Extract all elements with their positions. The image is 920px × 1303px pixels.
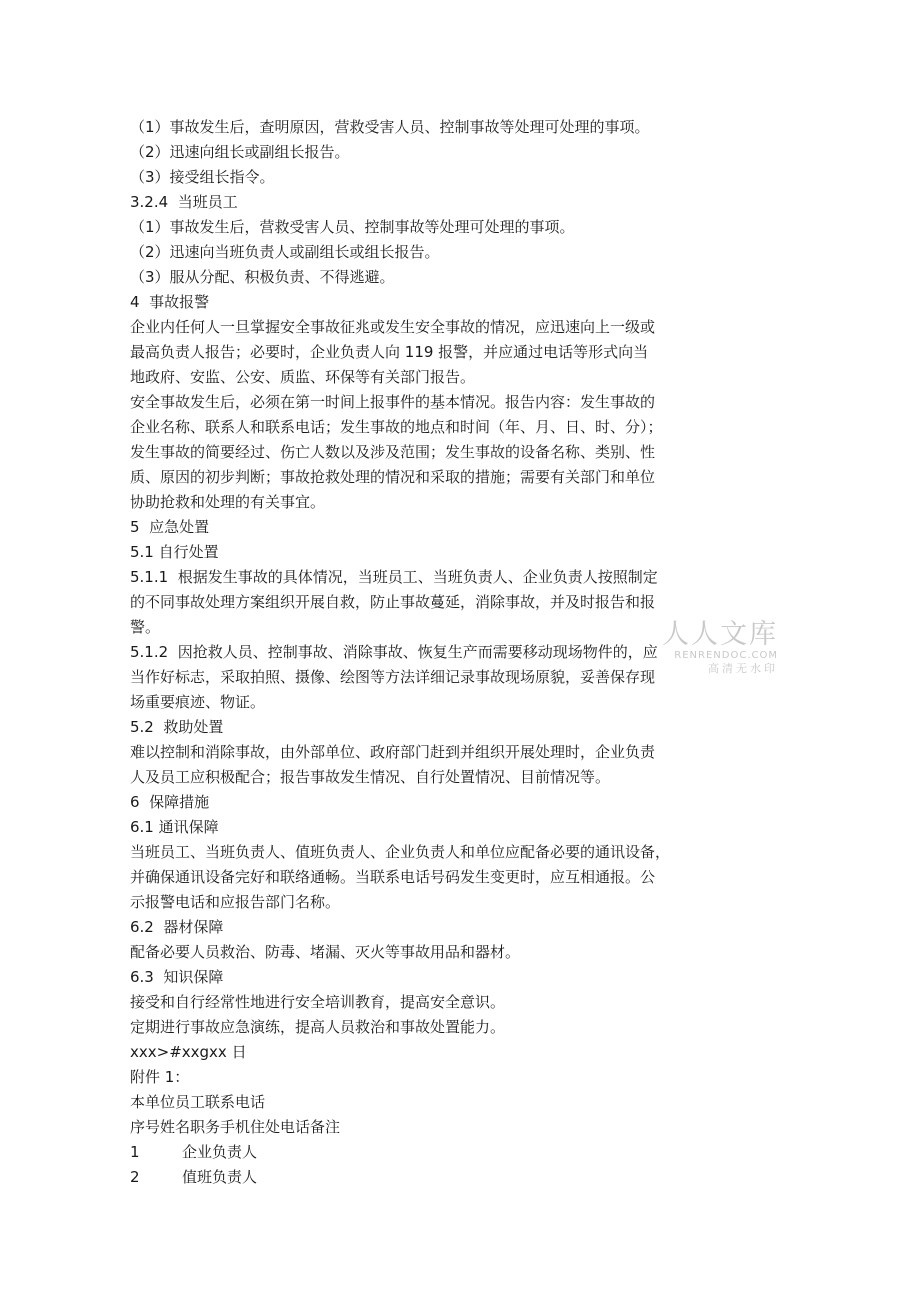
table-row xyxy=(130,1165,730,1190)
text-line: 5.1.2 因抢救人员、控制事故、消除事故、恢复生产而需要移动现场物件的，应 xyxy=(130,643,658,661)
text-line: 并确保通讯设备完好和联络通畅。当联系电话号码发生变更时，应互相通报。公 xyxy=(130,868,656,886)
section-heading: 6.2 器材保障 xyxy=(130,918,224,936)
watermark-title: 人人文库 xyxy=(662,619,778,650)
watermark-url: RENRENDOC.COM xyxy=(674,650,778,661)
text-line: （1）事故发生后，营救受害人员、控制事故等处理可处理的事项。 xyxy=(130,218,575,236)
text-line: 企业名称、联系人和联系电话；发生事故的地点和时间（年、月、日、时、分）； xyxy=(130,418,663,436)
text-line: 协助抢救和处理的有关事宜。 xyxy=(130,493,326,511)
attachment-label: 附件 1： xyxy=(130,1068,190,1086)
text-line: （3）接受组长指令。 xyxy=(130,168,275,186)
text-line: 难以控制和消除事故，由外部单位、政府部门赶到并组织开展处理时，企业负责 xyxy=(130,743,656,761)
section-heading: 5.1 自行处置 xyxy=(130,543,219,561)
text-line: 5.1.1 根据发生事故的具体情况，当班员工、当班负责人、企业负责人按照制定 xyxy=(130,568,658,586)
row-number: 1 xyxy=(130,1143,140,1161)
section-heading: 4 事故报警 xyxy=(130,293,210,311)
section-heading: 6.1 通讯保障 xyxy=(130,818,219,836)
section-heading: 3.2.4 当班员工 xyxy=(130,193,238,211)
text-line: 示报警电话和应报告部门名称。 xyxy=(130,893,341,911)
text-line: 质、原因的初步判断；事故抢救处理的情况和采取的措施；需要有关部门和单位 xyxy=(130,468,656,486)
text-line: 人及员工应积极配合；报告事故发生情况、自行处置情况、目前情况等。 xyxy=(130,768,611,786)
text-line: （1）事故发生后，查明原因，营救受害人员、控制事故等处理可处理的事项。 xyxy=(130,118,650,136)
text-line: 定期进行事故应急演练，提高人员救治和事故处置能力。 xyxy=(130,1018,506,1036)
table-header: 序号姓名职务手机住处电话备注 xyxy=(130,1118,341,1136)
text-line: 地政府、安监、公安、质监、环保等有关部门报告。 xyxy=(130,368,476,386)
text-line: 当班员工、当班负责人、值班负责人、企业负责人和单位应配备必要的通讯设备， xyxy=(130,843,671,861)
table-title: 本单位员工联系电话 xyxy=(130,1093,266,1111)
text-line: 的不同事故处理方案组织开展自救，防止事故蔓延，消除事故，并及时报告和报 xyxy=(130,593,656,611)
text-line: 配备必要人员救治、防毒、堵漏、灭火等事故用品和器材。 xyxy=(130,943,521,961)
section-heading: 6 保障措施 xyxy=(130,793,210,811)
table-row xyxy=(130,1140,730,1165)
section-heading: 5 应急处置 xyxy=(130,518,210,536)
text-line: 发生事故的简要经过、伤亡人数以及涉及范围；发生事故的设备名称、类别、性 xyxy=(130,443,656,461)
text-line: 最高负责人报告；必要时，企业负责人向 119 报警，并应通过电话等形式向当 xyxy=(130,343,649,361)
row-number: 2 xyxy=(130,1168,140,1186)
text-line: 当作好标志，采取拍照、摄像、绘图等方法详细记录事故现场原貌，妥善保存现 xyxy=(130,668,656,686)
section-heading: 5.2 救助处置 xyxy=(130,718,224,736)
watermark-logo xyxy=(628,620,778,676)
text-line: 企业内任何人一旦掌握安全事故征兆或发生安全事故的情况，应迅速向上一级或 xyxy=(130,318,656,336)
text-line: 接受和自行经常性地进行安全培训教育，提高安全意识。 xyxy=(130,993,506,1011)
text-line: 场重要痕迹、物证。 xyxy=(130,693,266,711)
text-line: （3）服从分配、积极负责、不得逃避。 xyxy=(130,268,395,286)
watermark-tag: 高清无水印 xyxy=(708,662,778,675)
text-line: （2）迅速向当班负责人或副组长或组长报告。 xyxy=(130,243,440,261)
date-line: xxx>#xxgxx 日 xyxy=(130,1043,247,1061)
text-line: 警。 xyxy=(130,618,161,636)
row-role: 值班负责人 xyxy=(182,1168,258,1186)
text-line: （2）迅速向组长或副组长报告。 xyxy=(130,143,350,161)
section-heading: 6.3 知识保障 xyxy=(130,968,224,986)
text-line: 安全事故发生后，必须在第一时间上报事件的基本情况。报告内容：发生事故的 xyxy=(130,393,656,411)
row-role: 企业负责人 xyxy=(182,1143,258,1161)
